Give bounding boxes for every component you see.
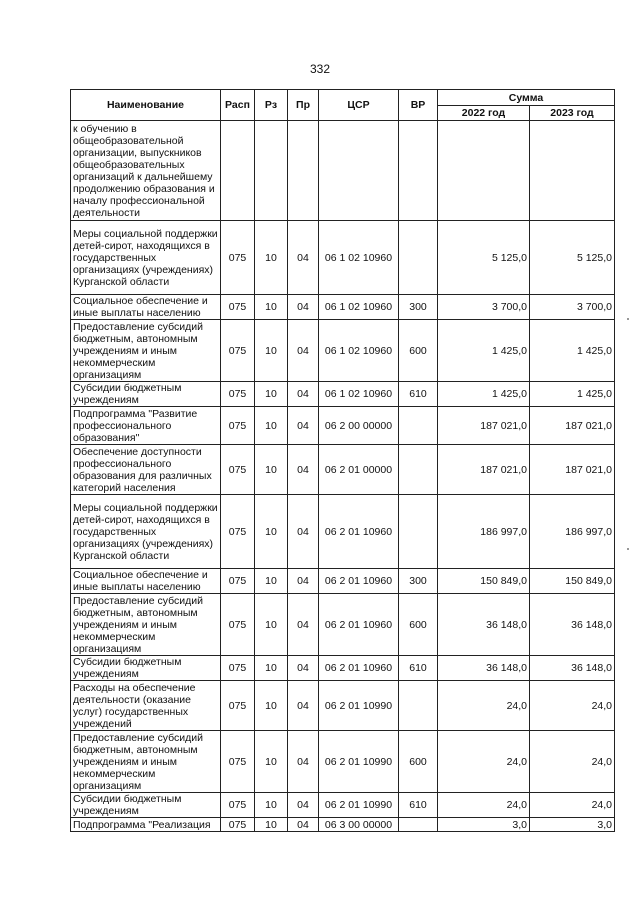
cell-rasp: 075 bbox=[221, 382, 255, 407]
cell-name: Обеспечение доступности профессионального образования для различных категорий населения bbox=[71, 445, 221, 495]
scan-speck bbox=[627, 318, 629, 320]
cell-y2022: 1 425,0 bbox=[438, 320, 530, 382]
table-row bbox=[71, 569, 615, 594]
cell-name: к обучению в общеобразовательной организации, выпускников общеобразовательных организаций к дальнейшему продолжению образования и началу профессиональной деятельности bbox=[71, 121, 221, 221]
cell-rz: 10 bbox=[255, 295, 288, 320]
cell-y2022: 24,0 bbox=[438, 793, 530, 818]
cell-vr: 610 bbox=[399, 656, 438, 681]
scan-speck bbox=[627, 548, 629, 550]
cell-y2023: 36 148,0 bbox=[530, 656, 615, 681]
cell-csr: 06 2 01 10990 bbox=[319, 681, 399, 731]
cell-vr: 610 bbox=[399, 793, 438, 818]
cell-csr: 06 2 00 00000 bbox=[319, 407, 399, 445]
cell-pr: 04 bbox=[288, 295, 319, 320]
cell-y2022: 186 997,0 bbox=[438, 495, 530, 569]
cell-vr: 610 bbox=[399, 382, 438, 407]
cell-pr: 04 bbox=[288, 569, 319, 594]
cell-name: Социальное обеспечение и иные выплаты населению bbox=[71, 295, 221, 320]
cell-name: Социальное обеспечение и иные выплаты населению bbox=[71, 569, 221, 594]
header-rasp: Расп bbox=[221, 90, 255, 121]
cell-csr bbox=[319, 121, 399, 221]
page-number: 332 bbox=[309, 62, 331, 76]
cell-csr: 06 2 01 00000 bbox=[319, 445, 399, 495]
cell-rasp: 075 bbox=[221, 656, 255, 681]
cell-csr: 06 2 01 10960 bbox=[319, 495, 399, 569]
cell-vr: 300 bbox=[399, 295, 438, 320]
cell-rasp: 075 bbox=[221, 681, 255, 731]
cell-rasp: 075 bbox=[221, 295, 255, 320]
cell-name: Подпрограмма "Реализация bbox=[71, 818, 221, 832]
cell-rz: 10 bbox=[255, 594, 288, 656]
cell-rasp: 075 bbox=[221, 320, 255, 382]
cell-name: Предоставление субсидий бюджетным, автономным учреждениям и иным некоммерческим организациям bbox=[71, 731, 221, 793]
cell-y2023: 1 425,0 bbox=[530, 320, 615, 382]
cell-pr: 04 bbox=[288, 793, 319, 818]
cell-vr: 600 bbox=[399, 731, 438, 793]
cell-y2022: 187 021,0 bbox=[438, 445, 530, 495]
table-body bbox=[71, 121, 615, 832]
cell-csr: 06 1 02 10960 bbox=[319, 221, 399, 295]
cell-name: Подпрограмма "Развитие профессионального образования" bbox=[71, 407, 221, 445]
cell-csr: 06 1 02 10960 bbox=[319, 382, 399, 407]
cell-rasp: 075 bbox=[221, 731, 255, 793]
cell-pr bbox=[288, 121, 319, 221]
table-row bbox=[71, 818, 615, 832]
header-sum: Сумма bbox=[438, 90, 615, 106]
cell-rz: 10 bbox=[255, 656, 288, 681]
cell-pr: 04 bbox=[288, 407, 319, 445]
cell-pr: 04 bbox=[288, 731, 319, 793]
table-row bbox=[71, 295, 615, 320]
table-row bbox=[71, 656, 615, 681]
cell-rz: 10 bbox=[255, 445, 288, 495]
cell-y2023: 5 125,0 bbox=[530, 221, 615, 295]
header-year-2023: 2023 год bbox=[530, 106, 615, 121]
header-rz: Рз bbox=[255, 90, 288, 121]
table-row bbox=[71, 221, 615, 295]
cell-pr: 04 bbox=[288, 495, 319, 569]
cell-rz: 10 bbox=[255, 793, 288, 818]
header-name: Наименование bbox=[71, 90, 221, 121]
cell-rasp: 075 bbox=[221, 569, 255, 594]
cell-rasp: 075 bbox=[221, 221, 255, 295]
cell-csr: 06 1 02 10960 bbox=[319, 320, 399, 382]
cell-vr bbox=[399, 221, 438, 295]
cell-pr: 04 bbox=[288, 320, 319, 382]
cell-rz: 10 bbox=[255, 221, 288, 295]
cell-name: Меры социальной поддержки детей-сирот, находящихся в государственных организациях (учреждениях) Курганской области bbox=[71, 495, 221, 569]
table-row bbox=[71, 594, 615, 656]
cell-name: Субсидии бюджетным учреждениям bbox=[71, 793, 221, 818]
cell-vr: 300 bbox=[399, 569, 438, 594]
cell-vr bbox=[399, 818, 438, 832]
cell-rasp: 075 bbox=[221, 407, 255, 445]
cell-csr: 06 3 00 00000 bbox=[319, 818, 399, 832]
cell-name: Меры социальной поддержки детей-сирот, находящихся в государственных организациях (учреждениях) Курганской области bbox=[71, 221, 221, 295]
cell-name: Расходы на обеспечение деятельности (оказание услуг) государственных учреждений bbox=[71, 681, 221, 731]
cell-vr bbox=[399, 121, 438, 221]
cell-vr: 600 bbox=[399, 320, 438, 382]
cell-y2022: 3 700,0 bbox=[438, 295, 530, 320]
cell-y2023: 36 148,0 bbox=[530, 594, 615, 656]
table-row bbox=[71, 407, 615, 445]
cell-rz: 10 bbox=[255, 569, 288, 594]
table-row bbox=[71, 121, 615, 221]
cell-y2023: 186 997,0 bbox=[530, 495, 615, 569]
header-year-2022: 2022 год bbox=[438, 106, 530, 121]
cell-rasp: 075 bbox=[221, 495, 255, 569]
cell-rz: 10 bbox=[255, 495, 288, 569]
cell-y2023: 3,0 bbox=[530, 818, 615, 832]
cell-pr: 04 bbox=[288, 221, 319, 295]
header-vr: ВР bbox=[399, 90, 438, 121]
cell-y2023: 3 700,0 bbox=[530, 295, 615, 320]
cell-y2022: 187 021,0 bbox=[438, 407, 530, 445]
cell-rz: 10 bbox=[255, 731, 288, 793]
table-row bbox=[71, 681, 615, 731]
cell-csr: 06 2 01 10960 bbox=[319, 594, 399, 656]
cell-y2023: 187 021,0 bbox=[530, 407, 615, 445]
cell-vr bbox=[399, 681, 438, 731]
cell-rz: 10 bbox=[255, 818, 288, 832]
cell-name: Субсидии бюджетным учреждениям bbox=[71, 656, 221, 681]
cell-name: Предоставление субсидий бюджетным, автономным учреждениям и иным некоммерческим организациям bbox=[71, 594, 221, 656]
cell-y2022: 1 425,0 bbox=[438, 382, 530, 407]
header-csr: ЦСР bbox=[319, 90, 399, 121]
cell-y2022: 3,0 bbox=[438, 818, 530, 832]
cell-y2023 bbox=[530, 121, 615, 221]
cell-y2023: 24,0 bbox=[530, 681, 615, 731]
table-row bbox=[71, 320, 615, 382]
cell-csr: 06 2 01 10990 bbox=[319, 793, 399, 818]
cell-vr bbox=[399, 407, 438, 445]
cell-vr bbox=[399, 495, 438, 569]
table-row bbox=[71, 445, 615, 495]
table-row bbox=[71, 793, 615, 818]
cell-csr: 06 2 01 10960 bbox=[319, 656, 399, 681]
cell-rasp: 075 bbox=[221, 594, 255, 656]
cell-pr: 04 bbox=[288, 594, 319, 656]
cell-rasp: 075 bbox=[221, 818, 255, 832]
cell-y2022 bbox=[438, 121, 530, 221]
cell-rz bbox=[255, 121, 288, 221]
cell-y2022: 5 125,0 bbox=[438, 221, 530, 295]
table-row bbox=[71, 495, 615, 569]
cell-y2022: 36 148,0 bbox=[438, 656, 530, 681]
cell-rasp: 075 bbox=[221, 793, 255, 818]
cell-rz: 10 bbox=[255, 407, 288, 445]
cell-y2023: 1 425,0 bbox=[530, 382, 615, 407]
cell-vr: 600 bbox=[399, 594, 438, 656]
header-pr: Пр bbox=[288, 90, 319, 121]
cell-csr: 06 1 02 10960 bbox=[319, 295, 399, 320]
cell-pr: 04 bbox=[288, 681, 319, 731]
table-row bbox=[71, 382, 615, 407]
cell-y2022: 24,0 bbox=[438, 681, 530, 731]
cell-name: Предоставление субсидий бюджетным, автономным учреждениям и иным некоммерческим организациям bbox=[71, 320, 221, 382]
cell-pr: 04 bbox=[288, 656, 319, 681]
cell-pr: 04 bbox=[288, 382, 319, 407]
cell-vr bbox=[399, 445, 438, 495]
cell-rasp bbox=[221, 121, 255, 221]
cell-name: Субсидии бюджетным учреждениям bbox=[71, 382, 221, 407]
cell-rz: 10 bbox=[255, 382, 288, 407]
cell-pr: 04 bbox=[288, 445, 319, 495]
budget-table bbox=[70, 89, 615, 832]
cell-y2023: 150 849,0 bbox=[530, 569, 615, 594]
cell-rasp: 075 bbox=[221, 445, 255, 495]
table-row bbox=[71, 731, 615, 793]
cell-y2022: 150 849,0 bbox=[438, 569, 530, 594]
cell-y2022: 36 148,0 bbox=[438, 594, 530, 656]
cell-y2022: 24,0 bbox=[438, 731, 530, 793]
cell-csr: 06 2 01 10960 bbox=[319, 569, 399, 594]
cell-rz: 10 bbox=[255, 681, 288, 731]
cell-y2023: 187 021,0 bbox=[530, 445, 615, 495]
cell-pr: 04 bbox=[288, 818, 319, 832]
cell-csr: 06 2 01 10990 bbox=[319, 731, 399, 793]
cell-rz: 10 bbox=[255, 320, 288, 382]
cell-y2023: 24,0 bbox=[530, 793, 615, 818]
cell-y2023: 24,0 bbox=[530, 731, 615, 793]
